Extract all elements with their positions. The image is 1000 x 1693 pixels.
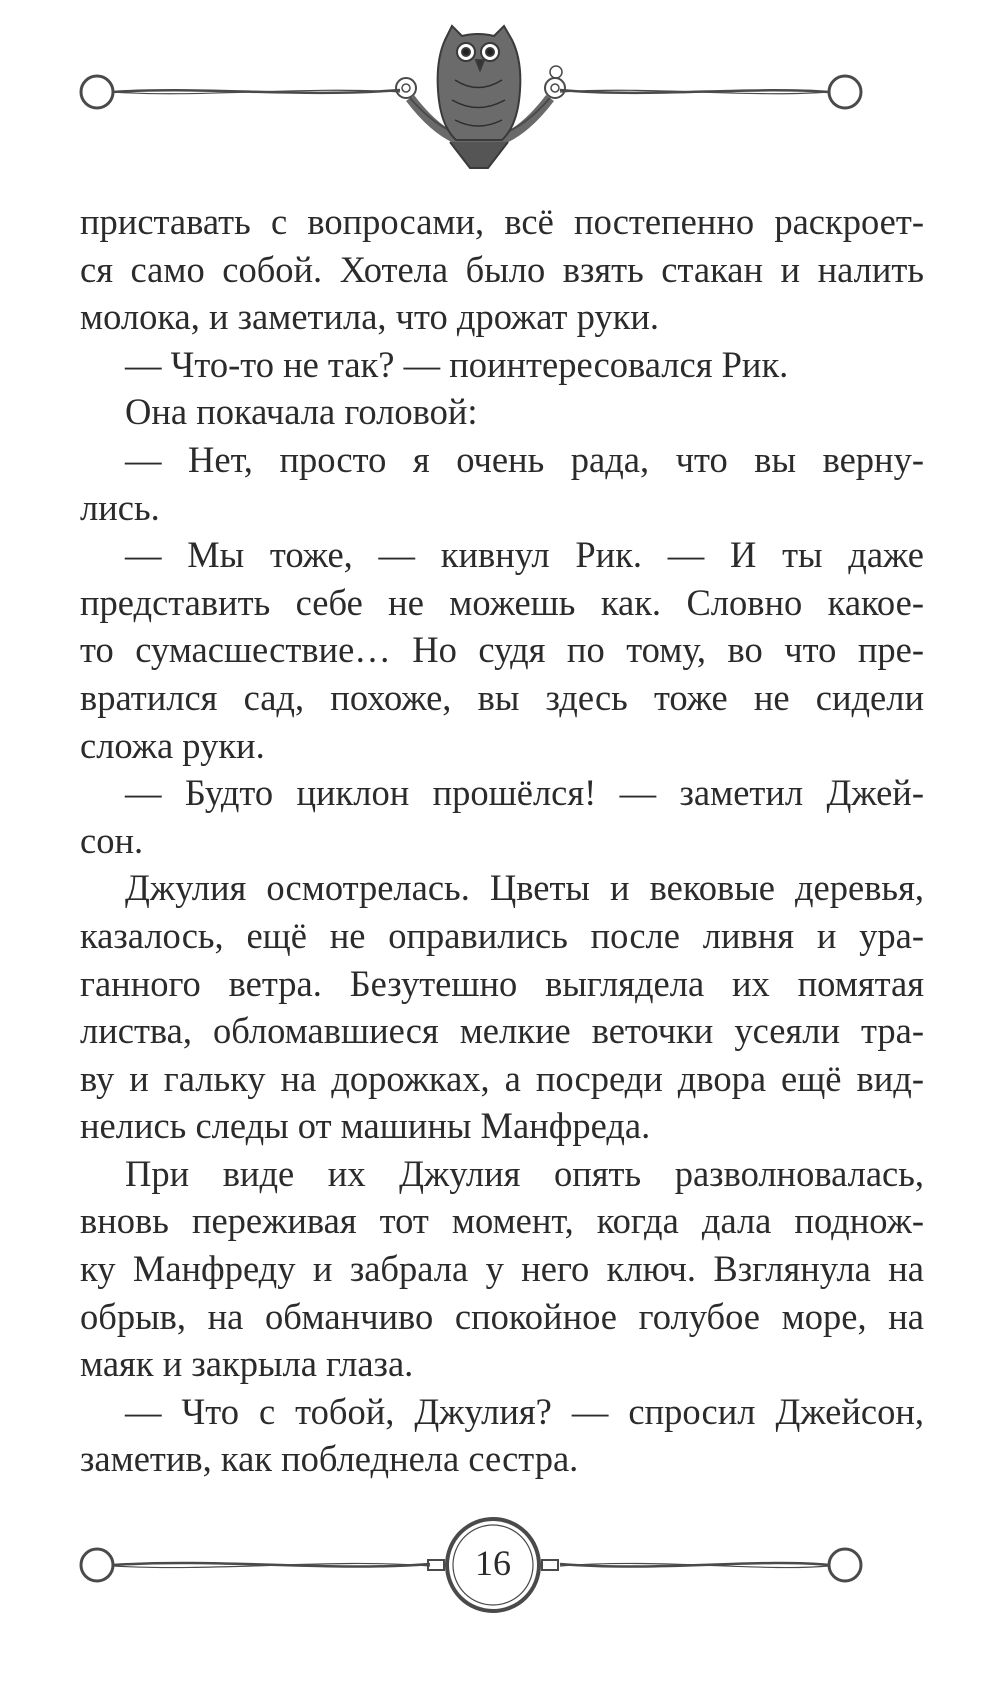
text-line: представить себе не можешь как. Словно какое- <box>80 581 924 623</box>
text-line: ганного ветра. Безутешно выглядела их помятая <box>80 962 924 1004</box>
text-line: вратился сад, похоже, вы здесь тоже не сидели <box>80 676 924 718</box>
text-line: — Нет, просто я очень рада, что вы верну- <box>125 438 924 480</box>
text-line: сон. <box>80 819 144 861</box>
body-text <box>80 198 924 1483</box>
text-line: Она покачала головой: <box>125 391 478 433</box>
text-line: заметив, как побледнела сестра. <box>80 1438 579 1480</box>
text-line: — Что с тобой, Джулия? — спросил Джейсон, <box>125 1390 924 1432</box>
right-ring-icon <box>829 76 861 108</box>
text-line: ву и гальку на дорожках, а посреди двора ещё вид- <box>80 1057 924 1099</box>
text-line: молока, и заметила, что дрожат руки. <box>80 296 660 338</box>
text-line: Джулия осмотрелась. Цветы и вековые деревья, <box>125 867 924 909</box>
page-number: 16 <box>475 1543 511 1583</box>
text-line: лись. <box>80 486 160 528</box>
text-line: обрыв, на обманчиво спокойное голубое море, на <box>80 1295 924 1337</box>
text-line: ку Манфреду и забрала у него ключ. Взглянула на <box>80 1248 924 1290</box>
text-line: приставать с вопросами, всё постепенно раскроет- <box>80 201 924 242</box>
right-ring-icon <box>829 1549 861 1581</box>
text-line: казалось, ещё не оправились после ливня и ура- <box>80 914 924 956</box>
text-line: вновь переживая тот момент, когда дала поднож- <box>80 1200 924 1242</box>
text-line: маяк и закрыла глаза. <box>80 1343 414 1385</box>
text-line: листва, обломавшиеся мелкие веточки усеяли тра- <box>80 1010 924 1052</box>
text-line: — Мы тоже, — кивнул Рик. — И ты даже <box>125 534 924 576</box>
text-line: ся само собой. Хотела было взять стакан и налить <box>80 248 924 290</box>
left-ring-icon <box>81 1549 113 1581</box>
owl-icon <box>438 26 521 168</box>
text-line: то сумасшествие… Но судя по тому, во что пре- <box>80 629 924 671</box>
text-line: — Что-то не так? — поинтересовался Рик. <box>125 343 789 385</box>
header-ornament <box>0 0 1000 200</box>
text-line: — Будто циклон прошёлся! — заметил Джей- <box>125 772 924 814</box>
text-line: При виде их Джулия опять разволновалась, <box>125 1152 924 1194</box>
text-line: нелись следы от машины Манфреда. <box>80 1105 651 1147</box>
text-line: сложа руки. <box>80 724 265 766</box>
left-ring-icon <box>81 76 113 108</box>
